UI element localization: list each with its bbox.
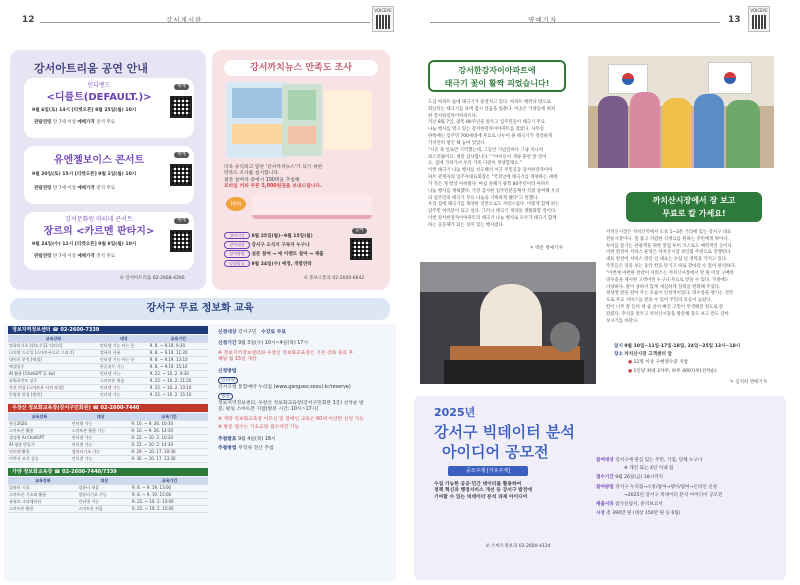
header-divider [430, 22, 720, 23]
coffee-coupon-icon: 100명 [226, 197, 246, 211]
info-value: 강서구에 관심 있는 주민, 기업, 단체 누구나 [615, 458, 703, 463]
survey-panel [212, 50, 390, 290]
table-row: 사진 편집 [스마트폰 사진 보정] 인터넷 가능 9. 22. ~ 10. 2. 13:10 [8, 384, 208, 391]
center3-table: 교육강좌 대상 교육기간 컴퓨터 기초 컴퓨터 처음 9. 8. ~ 9. 19. 13:00 스마트폰 기초와 활용 컴퓨터기초 가능 9. 8. ~ 9. 19. 15:00 유튜브 크리에이터 인터넷 가능 9. 22. ~ 10. 2. 13:00 스마트폰 활용 스마트폰 처음 9. 22. ~ 10. 2. 15:00 [8, 477, 208, 513]
method-label: 방문 [218, 393, 233, 400]
participate-badge: 참여 [352, 228, 367, 234]
table-row: 동영상 편집 [캡컷] 인터넷 가능 9. 22. ~ 10. 2. 15:10 [8, 391, 208, 398]
atrium-contact: ✆ 강서아트리움 02-2668-4266 [120, 276, 185, 281]
info-label: 참여기간 [224, 232, 250, 239]
info-value: 9월 10일~11일·17일·18일, 24일~25일 13시~18시 [624, 344, 741, 349]
reserve-badge: 예매 [174, 218, 189, 224]
phone-icon: ✆ [304, 276, 308, 281]
survey-description: 만족도 조사를 실시합니다. [224, 171, 280, 177]
show-card-3 [24, 212, 194, 270]
center1-title: 정보지역정보센터 ☎ 02-2600-7339 [8, 326, 208, 334]
survey-prize: 모바일 커피 쿠폰 5,000원권을 보내드립니다. [224, 184, 322, 190]
survey-contact: ✆ 홍보소통과 02-2600-6642 [304, 276, 365, 281]
atrium-title: 강서아트리움 공연 안내 [34, 62, 148, 75]
table-row: 한글2020 인터넷 가능 9. 10. ~ 9. 26. 10:30 [8, 420, 208, 427]
show-card-2 [24, 146, 194, 204]
edu-header [10, 298, 390, 320]
center2-table: 교육강좌 대상 교육기간 한글2020 인터넷 가능 9. 10. ~ 9. 26. 10:30 스마트폰 활용 스마트폰 활용 가능 9. 10. ~ 9. 26. 14:30 생성형 AI ChatGPT 인터넷 가능 9. 22. ~ 10. 2. 10:30 AI 영상 만들기 인터넷 가능 9. 22. ~ 10. 2. 14:30 인터넷 활용 컴퓨터기초 가능 9. 29. ~ 10. 17. 10:30 이력서 쓰기 실습 인터넷 가능 9. 30. ~ 10. 17. 13:30 [8, 413, 208, 463]
info-label: 참여방법 [224, 250, 250, 257]
grade-value: 만 7세 이상 [52, 186, 76, 191]
info-value: 1인당 최대 2자루, 하루 400자루(선착순) [633, 368, 717, 374]
table-row: 데이터 분석 [엑셀] 인터넷 기능 아는 분 9. 8. ~ 9.19. 13:10 [8, 356, 208, 363]
contest-panel [414, 396, 786, 580]
knife-sharpening-photo [420, 262, 596, 384]
info-value: 12명 이상 구매영수증 지참 [633, 360, 689, 366]
voiceye-brand: VOICEYE [372, 6, 394, 32]
article2-reporter: ✎ 김지희 명예기자 [730, 380, 768, 385]
info-value: 참가신청서, 분석보고서 [615, 501, 663, 507]
phone-icon: ✆ [120, 276, 124, 281]
qr-code-icon[interactable] [170, 164, 192, 186]
contest-title: 강서구 빅데이터 분석 [434, 423, 575, 441]
check-icon: ● [628, 368, 633, 374]
info-value: 9월 24일(수) 예정, 개별연락 [251, 261, 312, 267]
page-number: 13 [728, 15, 741, 25]
show-genre: 강서문화원 마티네 콘서트 [65, 216, 133, 223]
info-value: →2025년 강서구 빅데이터 분석 아이디어 공모전 [624, 492, 723, 498]
page-right [400, 0, 800, 585]
show-schedule: 9월 24일(수) 11시 [티켓오픈] 9월 8일(월) 10시 [32, 242, 137, 247]
method-label: 인터넷 [218, 377, 238, 384]
survey-description: 더욱 유익하고 알찬 '강서까치뉴스'가 되기 위한 [224, 165, 323, 170]
show-name: 유엔젤보이스 콘서트 [53, 155, 145, 166]
info-value: 9월 4일(목) 18시 [238, 436, 276, 442]
contest-contact: ✆ 스마트정보과 02-2600-4124 [486, 544, 551, 549]
info-value: 수강료 무료 [261, 330, 287, 335]
pen-icon: ✎ [530, 246, 534, 251]
table-row: 컴퓨터 기초 컴퓨터 처음 9. 8. ~ 9. 19. 13:00 [8, 484, 208, 491]
qr-code-icon[interactable] [350, 238, 372, 260]
info-label: 신청방법 [218, 368, 237, 374]
article2-title: 까치산시장에서 장 보고 무료로 칼 가세요! [626, 192, 762, 222]
table-row: 컴퓨터기초 [윈도우11 익히기] 인터넷 기능 아는 분 9. 8. ~ 9.19. 9:30 [8, 342, 208, 349]
show-name: <디플트(DEFAULT.)> [46, 92, 152, 103]
info-value: 9월 3일(수) 10시~4일(목) 17시 [238, 341, 308, 347]
contest-topic-tag: 공모주제 [자유주제] [448, 466, 528, 476]
contest-description: 정책 혁신과 행정서비스 개선 등 강서구 발전에 [434, 488, 533, 494]
info-value: 9월 26일(금) 18시까지 [615, 475, 663, 481]
info-value: 총 390만 원 (대상 150만 원 등 6팀) [606, 511, 681, 517]
article2-info [614, 344, 784, 375]
info-value: 강서구 누리집→소통/참여→행사/참여→온라인 신청 [615, 484, 718, 490]
article1-reporter: ✎ 박문 명예기자 [530, 246, 563, 251]
info-label: 추첨발표 [218, 436, 237, 442]
edu-info [218, 330, 386, 453]
grade-label: 관람연령 [34, 254, 52, 259]
check-icon: ● [628, 360, 633, 366]
info-label: 제출서류 [596, 501, 614, 507]
info-value: 강서구민 [238, 330, 257, 335]
info-label: 신청기간 [218, 341, 237, 347]
voiceye-brand: VOICEYE [748, 6, 770, 32]
grade-label: 관람연령 [34, 186, 52, 191]
info-label: 참여대상 [596, 458, 614, 463]
info-value: 까치산시장 고객센터 앞 [624, 352, 672, 358]
section-title: 명예기자 [528, 16, 558, 24]
price-value: 전석 무료 [96, 120, 116, 125]
qr-code-icon[interactable] [170, 96, 192, 118]
page-number: 12 [22, 15, 35, 25]
info-value: 무작위 전산 추첨 [238, 446, 274, 452]
page-header [0, 14, 400, 28]
voiceye-code-icon [752, 15, 766, 29]
info-label: 당첨발표 [224, 260, 250, 267]
info-label: 참여방법 [596, 484, 614, 490]
info-label: 시상 [596, 511, 605, 517]
contest-info [596, 458, 782, 517]
table-row: AI 활용 [ChatGPT 2, 4o] 인터넷 가능 9. 22. ~ 10. 2. 9:30 [8, 370, 208, 377]
voiceye-code-icon [376, 15, 390, 29]
info-value: 8월 25일(월)~9월 15일(월) [251, 234, 313, 239]
grade-value: 만 7세 이상 [52, 254, 76, 259]
article2-body: 까치산시장은 까치산역에서 도보 1~3분 거리에 있는 강서구 대표 전통시장이다. 질 좋고 저렴한 식재료를 원하는 주민에게 딱이다. 투어를 즐기는 관광객을 위한 맛집 투어 코스로도 매력적인 곳이다. 이번 칼갈이 서비스 운영은 까치산시장 상인회 주관으로 진행된다. 대표 칼갈이 서비스 장인 일 대표는 수십 년 경력을 가지고 있다. 주민들은 장을 보는 동안 칼을 맡기고 바로 찾아갈 수 있어 편리하다. "이번에 마련한 칼갈이 서비스는 까치산시장에서 만 원 이상 구매한 영수증을 제시한 고객이면 누구나 무료로 받을 수 있다. 가정에도 다양하다. 칼이 상하지 않게 세심하게 실력을 발휘해 주셨다. 정성껏 칼을 갈아 주는 모습이 인상적이었다. 영수증을 챙기는 것만 으로 무료 서비스를 받을 수 있어 주민의 호응이 높았다. 칼이 너무 잘 들어 세 곱 살이 빠진 고민이 무색해질 정도로 잘 갈렸다. 추석을 앞두고 까치산시장을 방문해 장도 보고 칼도 갈아 보시기를 바란다. [606, 230, 736, 324]
info-value: 설문 참여 → 에 이벤트 참여 → 제출 [251, 252, 324, 258]
price-value: 전석 무료 [96, 254, 116, 259]
table-row: 스마트폰 활용 스마트폰 처음 9. 22. ~ 10. 2. 15:00 [8, 505, 208, 512]
section-title: 강서게시판 [166, 16, 203, 24]
survey-description: 설문 참여자 중에서 100명을 추첨해 [224, 177, 300, 183]
info-label: 추첨방법 [218, 446, 237, 452]
table-row: 디지털 드로잉 [스마트폰으로 그리기] 컴퓨터 사용 9. 8. ~ 9.19. 11:20 [8, 349, 208, 356]
table-row: 스마트폰 활용 스마트폰 활용 가능 9. 10. ~ 9. 26. 14:30 [8, 427, 208, 434]
info-label: 장소 [614, 352, 623, 358]
reserve-badge: 예매 [174, 152, 189, 158]
contest-description: 기여할 수 있는 빅데이터 분석 과제 아이디어 [434, 494, 528, 500]
center2-title: 우장산 정보화교육장(강서구민회관) ☎ 02-2600-7440 [8, 404, 208, 412]
table-row: 인터넷 활용 컴퓨터기초 가능 9. 29. ~ 10. 17. 10:30 [8, 448, 208, 455]
table-row: 이력서 쓰기 실습 인터넷 가능 9. 30. ~ 10. 17. 13:30 [8, 455, 208, 462]
center3-title: 가양 정보화교육장 ☎ 02-2600-7440/7339 [8, 468, 208, 476]
price-label: 예매가격 [77, 186, 95, 191]
info-note: ※ 정보지역정보센터와 우장산 정보화교육장은 기존 강좌 종료 후 해당 월 15일 개강 [218, 350, 354, 363]
table-row: 유튜브 크리에이터 인터넷 가능 9. 22. ~ 10. 2. 13:00 [8, 498, 208, 505]
newsletter-cover-image [226, 82, 288, 158]
table-row: 파워포인트 실무 스마트폰 처음 9. 22. ~ 10. 2. 11:20 [8, 377, 208, 384]
info-note: ※ 방문 접수는 기초교양 접수자만 가능 [218, 425, 300, 431]
table-row: 엑셀실무 한글실무 가능 9. 8. ~ 9.19. 15:10 [8, 363, 208, 370]
survey-illustration [226, 195, 376, 223]
grade-label: 관람연령 [34, 120, 52, 125]
table-row: 생성형 AI ChatGPT 인터넷 가능 9. 22. ~ 10. 2. 10:30 [8, 434, 208, 441]
info-value: 정보지역정보센터, 우장산 정보화교육장(강서구민회관 3층) 선착순 방문, 평일 스마트폰 지참(방문 시간: 10시~17시) [218, 400, 364, 413]
pen-icon: ✎ [730, 380, 734, 385]
show-schedule: 9월 6일(토) 14시 [티켓오픈] 8월 25일(월) 10시 [32, 108, 137, 113]
page-header [400, 14, 800, 28]
survey-title: 강서까치뉴스 만족도 조사 [224, 60, 378, 76]
phone-icon: ✆ [486, 544, 490, 549]
flag-event-photo [588, 56, 774, 168]
header-divider [40, 22, 370, 23]
article1-body: 도심 아파트 숲에 태극기가 물결치고 있다. 아파트 베란다 밖으로 휘날리는 태극기를 보며 잠시 걸음을 멈춘다. 이곳은 가양동에 위치 한 강서한강자이아파트다. 지난 8월 7일, 광복 80주년을 앞두고 입주민들이 태극기 무료 나눔 행사를 열고 있는 강서한강자이아파트를 찾았다. 사무실 한쪽에는 입주민 700세대에 무료로 나누어 줄 태극기가 정갈하게 가지런히 쌓인 채 놓여 있었다. "시골 목 일로만 기억했는데, 그동안 기념일마다 그냥 지나쳐 죄스러웠어요. 정말 감사합니다." "아이들이 게양 훈련 잘 걸어 요. 집에 가져가서 우리 가족 다같이 게양할래요." 이번 태극기 나눔 행사를 선도해서 이끈 주민공동 강서한강자이아 파트 관계자의 입주자대표회장은 "국경일에 태극기를 게양하는 세대 가 적은 게 항상 아쉬웠다. 마침 올해가 광복 80주년이라 아파트 나눔 행사를 계획했다. 가장 감사한 입주민분들께서 직접 참여해 우리 의 입주민의 태극기 무료 나눔을 기획하게 됐다"고 말했다. 우리 집에 태극기를 게양한 것만으로도 자랑스럽다. 이렇게 함께 하는 입주민 여러분이 되고 싶다. 그러니 태극기 게양을 생활화할 것이다. 이번 강서한강자이아파트의 태극기 나눔 행사로 모두가 태극기 함께 하는 공동체가 되는 의미 있는 행사였다. [428, 100, 560, 228]
show-genre: 인디밴드 [87, 82, 111, 89]
info-note: ※ 개인 또는 4인 이내 팀 [624, 466, 674, 472]
reserve-badge: 예매 [174, 84, 189, 90]
info-label: 참여대상 [224, 241, 250, 248]
show-name: 장르의 <카르멘 판타지> [43, 226, 155, 237]
info-label: 접수기간 [596, 475, 614, 481]
newsletter-cover-image [324, 90, 372, 150]
contest-title: 아이디어 공모전 [442, 443, 549, 461]
center1-table: 교육강좌 대상 교육기간 컴퓨터기초 [윈도우11 익히기] 인터넷 기능 아는 분 9. 8. ~ 9.19. 9:30 디지털 드로잉 [스마트폰으로 그리기] 컴퓨터 사용 9. 8. ~ 9.19. 11:20 데이터 분석 [엑셀] 인터넷 기능 아는 분 9. 8. ~ 9.19. 13:10 엑셀실무 한글실무 가능 9. 8. ~ 9.19. 15:10 AI 활용 [ChatGPT 2, 4o] 인터넷 가능 9. 22. ~ 10. 2. 9:30 파워포인트 실무 스마트폰 처음 9. 22. ~ 10. 2. 11:20 사진 편집 [스마트폰 사진 보정] 인터넷 가능 9. 22. ~ 10. 2. 13:10 동영상 편집 [캡컷] 인터넷 가능 9. 22. ~ 10. 2. 15:10 [8, 335, 208, 399]
contest-description: 수집 가능한 공공·민간 데이터를 활용하여 [434, 482, 522, 487]
price-value: 전석 무료 [96, 186, 116, 191]
table-row: AI 영상 만들기 인터넷 가능 9. 22. ~ 10. 2. 14:30 [8, 441, 208, 448]
grade-value: 만 7세 이상 [52, 120, 76, 125]
newsletter-cover-image [282, 84, 322, 156]
info-label: 일시 [614, 344, 623, 349]
qr-code-icon[interactable] [170, 230, 192, 252]
article1-title: 강서한강자이아파트에 태극기 꽃이 활짝 피었습니다! [428, 60, 566, 92]
edu-title: 강서구 무료 정보화 교육 [146, 303, 254, 314]
table-row: 스마트폰 기초와 활용 컴퓨터기초 가능 9. 8. ~ 9. 19. 15:00 [8, 491, 208, 498]
info-value: 강서구 소식지 구독자 누구나 [251, 243, 310, 249]
show-schedule: 9월 20일(토) 15시 [티켓오픈] 9월 1일(월) 10시 [32, 172, 137, 177]
price-label: 예매가격 [77, 254, 95, 259]
contest-year: 2025년 [434, 406, 476, 419]
show-card-1 [24, 78, 194, 138]
info-note: ※ 계량 정보화교육장 어르신 및 장애인 교육은 60세 이상만 신청 가능 [218, 416, 364, 422]
price-label: 예매가격 [77, 120, 95, 125]
info-value[interactable]: 강서구청 통합예약 누리집 (www.gangseo.seoul.kr/reserve) [218, 384, 351, 390]
info-label: 신청대상 [218, 330, 237, 335]
atrium-panel [10, 50, 206, 290]
